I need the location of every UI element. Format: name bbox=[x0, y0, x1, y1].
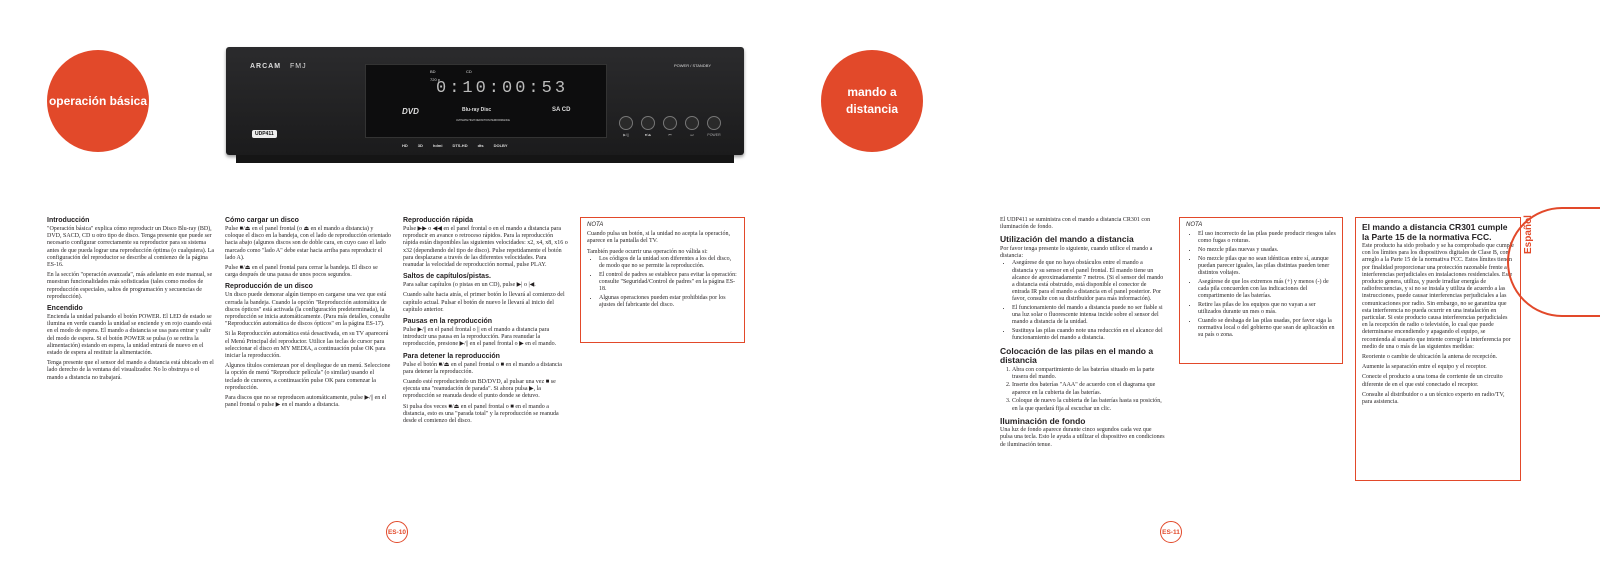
paragraph: Por favor tenga presente lo siguiente, cuando utilice el mando a distancia: bbox=[1000, 245, 1153, 260]
paragraph: El UDP411 se suministra con el mando a distancia CR301 con iluminación de fondo. bbox=[1000, 217, 1151, 231]
paragraph: Algunos títulos comienzan por el despliegue de un menú. Seleccione la opción de menú "Reproducir película" (o similar) usando el teclado de cursores, a continuación pulse OK para comenzar la reproducción. bbox=[225, 363, 391, 391]
note-title: NOTA bbox=[587, 222, 604, 228]
heading-pausas: Pausas en la reproducción bbox=[403, 318, 493, 326]
player-image bbox=[226, 47, 744, 155]
paragraph: Cuando esté reproduciendo un BD/DVD, al pulsar una vez ■ se ejecuta una "reanudación de parada". Si ahora pulsa ▶, la reproducción se reanuda desde el punto donde se detuvo. bbox=[403, 379, 556, 400]
section-title: operación básica bbox=[48, 93, 148, 108]
brand-logo: ARCAM FMJ bbox=[250, 63, 307, 70]
display-time: 0:10:00:53 bbox=[436, 79, 569, 98]
bluray-tagline: ULTIMATE HIGH DEFINITION PERFORMANCE bbox=[456, 119, 510, 122]
model-badge: UDP411 bbox=[252, 130, 277, 138]
column-2 bbox=[225, 213, 392, 412]
power-label: POWER bbox=[707, 133, 721, 137]
note-list bbox=[587, 256, 738, 309]
list-item: • No mezcle pilas que no sean idénticas entre sí, aunque puedan parecer iguales, las pilas distintas pueden tener distintos voltajes. bbox=[1198, 256, 1336, 278]
paragraph: Si pulsa dos veces ■/⏏ en el panel frontal o ■ en el mando a distancia, esto es una "parada total" y la reproducción se reanuda desde el comienzo del disco. bbox=[403, 403, 559, 425]
list-item: • Asegúrese de que los extremos más (+) y menos (-) de cada pila concuerden con las indicaciones del compartimento de las baterías. bbox=[1198, 279, 1336, 301]
heading-rapida: Reproducción rápida bbox=[403, 217, 474, 224]
language-tab-label: Español bbox=[1523, 215, 1534, 254]
dts-logo: dts bbox=[477, 143, 484, 148]
page-number-left: ES-10 bbox=[386, 521, 408, 543]
list-item: • El uso incorrecto de las pilas puede producir riesgos tales como fugas o roturas. bbox=[1198, 231, 1336, 245]
bluray-logo: Blu-ray Disc bbox=[462, 107, 492, 113]
paragraph: Encienda la unidad pulsando el botón POWER. El LED de estado se ilumina en verde cuando la unidad se enciende y en rojo cuando está en el modo de espera. El mando a distancia se usa para entrar y salir del modo de espera. Si el botón POWER se pulsa (o se retira la alimentación) estando en espera, la unidad entrará de nuevo en el estado de espera al restituir la alimentación. bbox=[47, 314, 212, 357]
paragraph: Este producto ha sido probado y se ha comprobado que cumple con los límites para los dispositivos digitales de Clase B, con arreglo a la Parte 15 de la normativa FCC. Estos límites tienen por finalidad proporcionar una protección razonable frente a interferencias perjudiciales en instalaciones residenciales. Este producto genera, utiliza, y puede irradiar energía de radiofrecuencias, y si no se instala y utiliza de acuerdo a las instrucciones, puede causar interferencias perjudiciales a las comunicaciones por radio. Sin embargo, no se garantiza que esta interferencia no pueda ocurrir en una instalación en particular. Si este producto causa interferencias perjudiciales en la recepción de radio o televisión, lo cual que puede determinarse encendiendo y apagando el equipo, se recomienda al usuario que intente corregir la interferencia por medio de una o más de las siguientes medidas: bbox=[1362, 243, 1514, 350]
hdmi-logo: hdmi bbox=[432, 143, 443, 148]
note-box-right bbox=[1179, 217, 1343, 364]
power-standby-label: POWER / STANDBY bbox=[674, 63, 712, 68]
list-item: • Sustituya las pilas cuando note una reducción en el alcance del funcionamiento del mando a distancia. bbox=[1012, 328, 1165, 342]
section-circle-operacion bbox=[47, 50, 149, 152]
prev-button bbox=[663, 116, 677, 130]
paragraph: Cuando pulsa un botón, si la unidad no acepta la operación, ⃠ aparece en la pantalla del TV. bbox=[587, 231, 737, 245]
player-feet bbox=[236, 155, 734, 163]
paragraph: Conecte el producto a una toma de corriente de un circuito diferente de en el que esté conectado el receptor. bbox=[1362, 374, 1503, 388]
paragraph: Si la Reproducción automática está desactivada, en su TV aparecerá el Menú Principal del reproductor. Utilice las teclas de cursor para seleccionar el disco en MY MEDIA, a continuación pulse OK para iniciar la reproducción. bbox=[225, 331, 389, 360]
list-item: • Cuando se deshaga de las pilas usadas, por favor siga la normativa local o del gobierno que sean de aplicación en su país o zona. bbox=[1198, 318, 1336, 340]
paragraph: Pulse el botón ■/⏏ en el panel frontal o ■ en el mando a distancia para detener la reproducción. bbox=[403, 361, 562, 375]
note-box-left bbox=[580, 217, 745, 343]
paragraph: Para discos que no se reproducen automáticamente, pulse ▶/|| en el panel frontal o pulse ▶ en el mando a distancia. bbox=[225, 395, 387, 409]
paragraph: Cuando salte hacia atrás, el primer botón lo llevará al comienzo del capítulo actual. Pulsar el botón de nuevo le llevará al inicio del capítulo anterior. bbox=[403, 292, 565, 313]
paragraph: Para saltar capítulos (o pistas en un CD), pulse ▶| o |◀. bbox=[403, 282, 536, 289]
paragraph: Pulse ▶▶ o ◀◀ en el panel frontal o en el mando a distancia para reproducir en avance o retroceso rápidos. Para la reproducción rápida están disponibles las siguientes velocidades: x2, x4, x8, x16 o x32 (dependiendo del tipo de disco). Pulse repetidamente el botón para desplazarse a través de las diferentes velocidades. Para reanudar la velocidad de reproducción normal, pulse PLAY. bbox=[403, 226, 568, 269]
heading-iluminacion: Iluminación de fondo bbox=[1000, 415, 1086, 426]
battery-steps bbox=[1000, 367, 1165, 413]
paragraph: También puede ocurrir una operación no válida si: bbox=[587, 248, 708, 255]
list-item: 1. Abra con compartimiento de las baterías situado en la parte trasera del mando. bbox=[1012, 367, 1165, 381]
use-list bbox=[1000, 260, 1165, 342]
list-item: • El control de padres se establece para evitar la operación: consulte "Seguridad/Control de padres" en la página ES-18. bbox=[599, 272, 738, 294]
list-item: • Algunas operaciones pueden estar prohibidas por los ajustes del fabricante del disco. bbox=[599, 295, 738, 309]
next-button bbox=[685, 116, 699, 130]
format-logos bbox=[402, 143, 572, 148]
column-r1 bbox=[1000, 217, 1165, 452]
paragraph: Un disco puede demorar algún tiempo en cargarse una vez que está cerrada la bandeja. Cuando la opción "Reproducción automática de discos ópticos" está activada (la configuración predeterminada), la reproducción se inicia automáticamente. (Para más detalles, consulte "Reproducción automática de discos ópticos" en la página ES-17). bbox=[225, 292, 391, 328]
page-number-right: ES-11 bbox=[1160, 521, 1182, 543]
list-item: 3. Coloque de nuevo la cubierta de las baterías hasta su posición, en la que quedará fija al escuchar un clic. bbox=[1012, 398, 1165, 412]
next-label: ⏭ bbox=[690, 133, 694, 137]
display-indicator-c: CD bbox=[466, 69, 472, 74]
list-item: 2. Inserte dos baterías "AAA" de acuerdo con el diagrama que aparece en la cubierta de las baterías. bbox=[1012, 382, 1165, 396]
list-item: • Retire las pilas de los equipos que no vayan a ser utilizados durante un mes o más. bbox=[1198, 302, 1336, 316]
heading-cargar-disco: Cómo cargar un disco bbox=[225, 217, 299, 224]
dts-hd-logo: DTS-HD bbox=[452, 143, 468, 148]
heading-utilizacion: Utilización del mando a distancia bbox=[1000, 234, 1134, 245]
paragraph: Tenga presente que el sensor del mando a distancia está ubicado en el lado derecho de la ventana del visualizador. No lo obstruya o el mando a distancia no trabajará. bbox=[47, 360, 214, 381]
stop-eject-button bbox=[641, 116, 655, 130]
paragraph: Pulse ■/⏏ en el panel frontal para cerrar la bandeja. El disco se carga después de una pausa de unos pocos segundos. bbox=[225, 265, 378, 279]
power-button bbox=[707, 116, 721, 130]
heading-saltos: Saltos de capítulos/pistas. bbox=[403, 273, 491, 281]
paragraph: Consulte al distribuidor o a un técnico experto en radio/TV, para asistencia. bbox=[1362, 391, 1505, 406]
front-display bbox=[365, 64, 607, 138]
display-indicator-b: 720 p bbox=[430, 77, 441, 82]
sacd-logo: SA CD bbox=[552, 107, 571, 113]
hd-logo: HD bbox=[402, 143, 408, 148]
paragraph: "Operación básica" explica cómo reproducir un Disco Blu-ray (BD), DVD, SACD, CD u otro tipo de disco. Tenga presente que puede ser necesario configurar correctamente su reproductor para su sistema antes de que pueda lograr una reproducción óptima (o cualquiera). La configuración del reproductor se describe al comienzo de la página ES-16. bbox=[47, 226, 215, 269]
prev-label: ⏮ bbox=[668, 133, 672, 137]
list-item: • No mezcle pilas nuevas y usadas. bbox=[1198, 247, 1336, 254]
heading-introduccion: Introducción bbox=[47, 217, 90, 224]
column-3 bbox=[403, 213, 568, 428]
heading-reproduccion: Reproducción de un disco bbox=[225, 283, 313, 291]
paragraph: Pulse ■/⏏ en el panel frontal (o ⏏ en el mando a distancia) y coloque el disco en la bandeja, con el lado de reproducción orientado hacia abajo (algunos discos son de doble cara, en cuyo caso el lado marcado como "lado A" debe estar hacia arriba para reproducir el lado A). bbox=[225, 226, 391, 261]
list-item: • Asegúrese de que no haya obstáculos entre el mando a distancia y su sensor en el panel frontal. El mando tiene un alcance de aproximadamente 7 metros. (Si el sensor del mando a distancia está obstruido, está disponible el conector de entrada IR para el mando a distancia en el panel posterior. Por favor, consulte con su distribuidor para más información). bbox=[1012, 260, 1165, 303]
note-list bbox=[1186, 231, 1336, 339]
paragraph: Una luz de fondo aparece durante cinco segundos cada vez que pulsa una tecla. Esto le ayuda a utilizar el dispositivo en condiciones de iluminación tenue. bbox=[1000, 427, 1165, 448]
heading-pilas: Colocación de las pilas en el mando a distancia bbox=[1000, 345, 1154, 366]
paragraph: Reoriente o cambie de ubicación la antena de recepción. bbox=[1362, 354, 1498, 361]
fcc-title: El mando a distancia CR301 cumple la Parte 15 de la normativa FCC. bbox=[1362, 222, 1508, 242]
paragraph: Aumente la separación entre el equipo y el receptor. bbox=[1362, 364, 1487, 371]
stop-eject-label: ■/⏏ bbox=[644, 133, 652, 137]
play-pause-label: ▶/|| bbox=[623, 133, 629, 137]
display-indicator-a: BD bbox=[430, 69, 436, 74]
section-circle-mando bbox=[821, 50, 923, 152]
3d-logo: 3D bbox=[417, 143, 423, 148]
dvd-logo: DVD bbox=[402, 107, 419, 116]
column-1 bbox=[47, 213, 217, 385]
paragraph: Pulse ▶/|| en el panel frontal o || en el mando a distancia para introducir una pausa en la reproducción. Para reanudar la reproducción, presione ▶/|| en el panel frontal o ▶ en el mando. bbox=[403, 327, 557, 348]
play-pause-button bbox=[619, 116, 633, 130]
note-title: NOTA bbox=[1186, 222, 1203, 228]
heading-detener: Para detener la reproducción bbox=[403, 352, 500, 360]
section-title: mando a distancia bbox=[845, 85, 899, 116]
dolby-logo: DOLBY bbox=[493, 143, 508, 148]
list-item: • Los códigos de la unidad son diferentes a los del disco, de modo que no se permite la reproducción. bbox=[599, 256, 738, 270]
paragraph: En la sección "operación avanzada", más adelante en este manual, se muestran funcionalidades más sofisticadas (tales como modos de reproducción especiales, saltos de programación y secuencias de reproducción). bbox=[47, 272, 213, 300]
heading-encendido: Encendido bbox=[47, 305, 83, 313]
list-item: • El funcionamiento del mando a distancia puede no ser fiable si una luz solar o fluorescente intensa incide sobre el sensor del mando a distancia de la unidad. bbox=[1012, 305, 1165, 327]
fcc-box bbox=[1355, 217, 1521, 481]
